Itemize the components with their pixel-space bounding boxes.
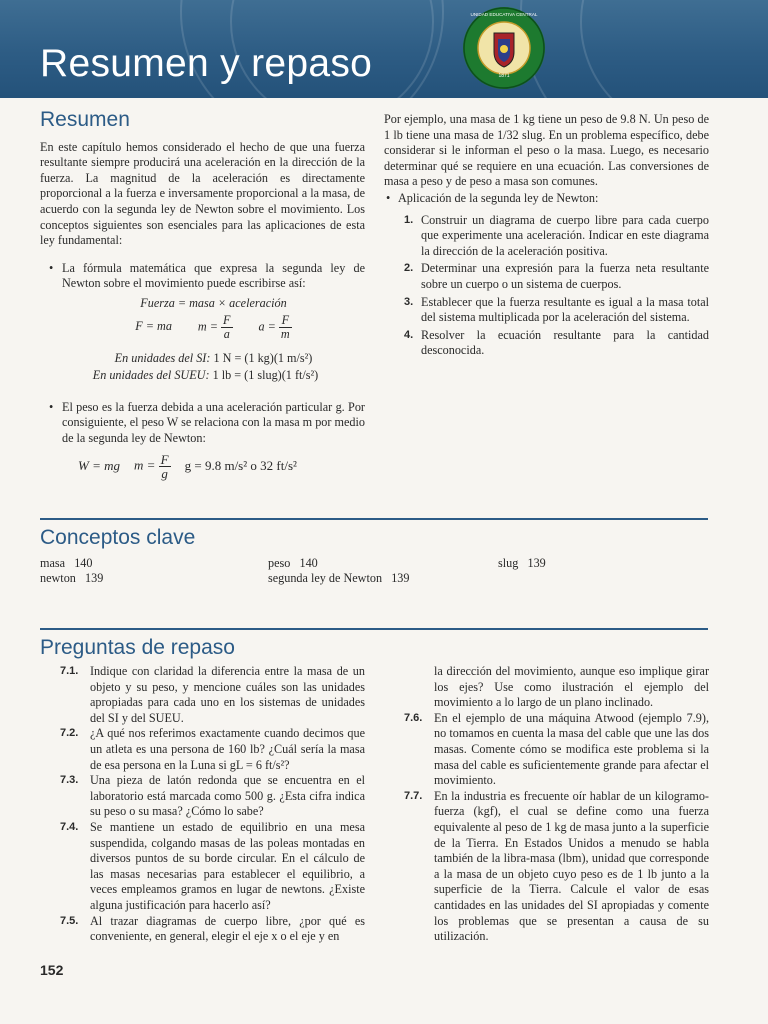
step-text: Construir un diagrama de cuerpo libre para cada cuerpo que experimente una aceleración. Indicar en este diagrama la dirección de la aceleración positiva.	[421, 212, 709, 258]
question-number: 7.3.	[60, 774, 79, 787]
formula-words: Fuerza = masa × aceleración	[140, 295, 287, 310]
formula-m-fg	[134, 453, 171, 480]
step-number: 2.	[404, 262, 414, 275]
step-item	[384, 295, 709, 326]
preguntas-left-column	[40, 664, 365, 945]
step-text: Determinar una expresión para la fuerza neta resultante sobre un cuerpo o un sistema de cuerpos.	[421, 261, 709, 291]
step-text: Resolver la ecuación resultante para la cantidad desconocida.	[421, 327, 709, 358]
page-number: 152	[40, 962, 64, 978]
step-number: 3.	[404, 295, 414, 308]
fraction-num: F	[279, 314, 292, 328]
formula-a	[259, 314, 292, 341]
formula-row	[40, 314, 365, 341]
bullet-dot: •	[386, 190, 391, 205]
fraction-den: m	[280, 326, 290, 341]
formula-f-ma: F = ma	[135, 319, 172, 334]
units-sueu-value: 1 lb = (1 slug)(1 ft/s²)	[212, 368, 319, 383]
question-item	[40, 820, 365, 914]
fraction-num: F	[160, 451, 169, 467]
section-divider	[40, 518, 708, 520]
svg-text:1871: 1871	[498, 73, 510, 79]
question-text: ¿A qué nos referimos exactamente cuando decimos que un atleta es una persona de 160 lb? ¿Cuál sería la masa de esa persona en la Luna si gL = 6 ft/s²?	[90, 726, 365, 772]
question-number: 7.5.	[60, 914, 79, 927]
fraction-num: F	[223, 312, 231, 327]
step-text: Establecer que la fuerza resultante es igual a la masa total del sistema multiplicada por la aceleración del sistema.	[421, 294, 709, 325]
units-si-value: 1 N = (1 kg)(1 m/s²)	[213, 350, 313, 365]
conceptos-heading: Conceptos clave	[40, 526, 196, 549]
step-number: 4.	[404, 328, 414, 341]
bullet-dot: •	[49, 260, 54, 275]
units-si	[40, 351, 365, 367]
question-text: Se mantiene un estado de equilibrio en una mesa suspendida, colgando masas de las poleas montadas en diversos puntos de su borde circular. En el cálculo de las masas necesarias para establecer el equilibrio, a veces empleamos gramos en lugar de newtons. ¿Existe alguna justificación para hacerlo así?	[90, 819, 365, 912]
resumen-right-column	[384, 112, 709, 361]
concept-page: 139	[391, 571, 410, 585]
fraction-f-over-m	[279, 314, 292, 341]
question-number: 7.6.	[404, 711, 423, 724]
question-item	[40, 914, 365, 945]
step-item	[384, 328, 709, 359]
question-text: En el ejemplo de una máquina Atwood (ejemplo 7.9), no tomamos en cuenta la masa del cable que une las dos masas. Comente cómo se modifica este problema si la masa del cable es suficientemente grande para afectar el movimiento.	[434, 710, 709, 788]
concept-item	[498, 556, 546, 572]
units-sueu	[40, 368, 365, 384]
question-continuation	[384, 664, 709, 711]
resumen-heading: Resumen	[40, 108, 130, 131]
bullet-peso	[40, 400, 365, 447]
page-title: Resumen y repaso	[40, 42, 373, 85]
bullet-formula-text: La fórmula matemática que expresa la segunda ley de Newton sobre el movimiento puede escribirse así:	[62, 260, 365, 291]
formula-w-mg: W = mg	[78, 458, 120, 474]
question-item	[384, 789, 709, 945]
bullet-aplicacion	[384, 191, 709, 207]
units-sueu-label: En unidades del SUEU:	[92, 368, 210, 383]
fraction-den: g	[161, 465, 168, 481]
concept-item	[40, 556, 92, 572]
question-item	[384, 711, 709, 789]
concept-item	[268, 571, 409, 587]
decorative-swirl	[580, 0, 768, 98]
concept-item	[268, 556, 318, 572]
fraction-f-over-g	[159, 453, 171, 480]
bullet-formula	[40, 261, 365, 292]
right-paragraph: Por ejemplo, una masa de 1 kg tiene un peso de 9.8 N. Un peso de 1 lb tiene una masa de 1/32 slug. En un problema específico, debe considerar si le informan el peso o la masa. Luego, es necesario determinar qué se requiere en una ecuación. Las conversiones de masa a peso y de peso a masa son comunes.	[384, 112, 709, 189]
question-item	[40, 664, 365, 726]
fraction-den: a	[223, 326, 230, 341]
svg-text:UNIDAD EDUCATIVA CENTRAL: UNIDAD EDUCATIVA CENTRAL	[470, 12, 538, 17]
concept-term: slug	[498, 556, 519, 570]
question-text: Al trazar diagramas de cuerpo libre, ¿por qué es conveniente, en general, elegir el eje x o el eje y en	[90, 913, 365, 944]
formula-weight-row	[40, 453, 365, 480]
question-text: la dirección del movimiento, aunque eso implique girar los ejes? Use como ilustración el ejemplo del movimiento a lo largo de un plano inclinado.	[434, 664, 709, 710]
formula-m-lhs: m =	[134, 456, 156, 472]
preguntas-heading: Preguntas de repaso	[40, 636, 235, 659]
concept-term: peso	[268, 556, 291, 570]
question-number: 7.1.	[60, 665, 79, 677]
steps-list	[384, 213, 709, 359]
step-item	[384, 261, 709, 292]
step-item	[384, 213, 709, 260]
step-number: 1.	[404, 213, 414, 226]
formula-a-lhs: a =	[258, 318, 276, 333]
concept-item	[40, 571, 103, 587]
formula-g-value: g = 9.8 m/s² o 32 ft/s²	[184, 458, 297, 474]
concept-page: 140	[74, 556, 93, 570]
concept-page: 140	[299, 556, 318, 570]
concept-page: 139	[527, 556, 546, 570]
units-si-label: En unidades del SI:	[114, 350, 211, 365]
fraction-f-over-a	[221, 314, 232, 341]
concept-term: segunda ley de Newton	[268, 571, 383, 585]
school-seal-logo	[462, 6, 546, 90]
question-item	[40, 773, 365, 820]
question-text: Indique con claridad la diferencia entre la masa de un objeto y su peso, y mencione cuáles son las unidades apropiadas para cada uno en los sistemas de unidades del SI y del SUEU.	[90, 664, 365, 725]
concept-term: masa	[40, 556, 66, 570]
resumen-intro: En este capítulo hemos considerado el hecho de que una fuerza resultante siempre producirá una aceleración en la dirección de la fuerza. La magnitud de la aceleración es directamente proporcional a la fuerza e inversamente proporcional a la masa, de acuerdo con la segunda ley de Newton sobre el movimiento. Los conceptos siguientes son esenciales para las aplicaciones de esta ley fundamental:	[40, 139, 365, 248]
resumen-section	[40, 108, 365, 481]
formula-m-lhs: m =	[197, 318, 218, 333]
bullet-dot: •	[49, 399, 54, 414]
question-number: 7.2.	[60, 727, 79, 740]
formula-m	[198, 314, 233, 341]
question-number: 7.4.	[60, 820, 79, 833]
bullet-aplicacion-text: Aplicación de la segunda ley de Newton:	[398, 190, 599, 205]
header-band	[0, 0, 768, 98]
concept-page: 139	[85, 571, 104, 585]
question-text: Una pieza de latón redonda que se encuentra en el laboratorio está marcada como 500 g. ¿Esta cifra indica su peso o su masa? ¿Cómo lo sabe?	[90, 773, 365, 819]
question-text: En la industria es frecuente oír hablar de un kilogramo-fuerza (kgf), el cual se define como una fuerza equivalente al peso de 1 kg de masa junto a la superficie de la Tierra. En Estados Unidos a menudo se habla también de la libra-masa (lbm), unidad que corresponde a la masa de un objeto cuyo peso es de 1 lb junto a la superficie de la Tierra. Calcule el valor de esas cantidades en las unidades del SI apropiadas y comente los problemas que se presentan a causa de su utilización.	[434, 788, 709, 944]
preguntas-right-column	[384, 664, 709, 945]
question-item	[40, 726, 365, 773]
bullet-peso-text: El peso es la fuerza debida a una aceleración particular g. Por consiguiente, el peso W se relaciona con la masa m por medio de la segunda ley de Newton:	[62, 399, 365, 445]
concept-term: newton	[40, 571, 76, 585]
section-divider	[40, 628, 708, 630]
question-number: 7.7.	[404, 789, 423, 802]
